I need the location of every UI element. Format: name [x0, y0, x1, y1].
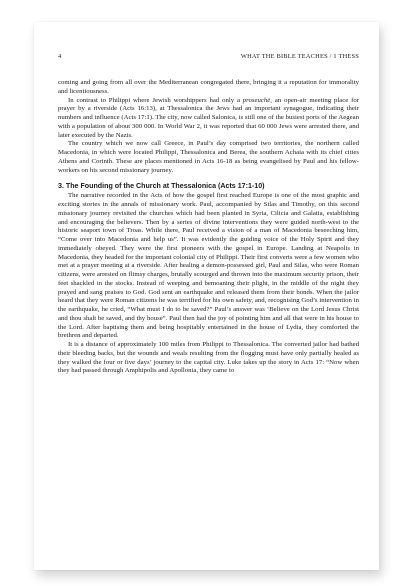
running-head: [58, 53, 359, 63]
page-number: 4: [58, 53, 62, 60]
paragraph-continued: coming and going from all over the Mediterranean congregated there, bringing it a reputation for immorality and licentiousness.: [58, 79, 359, 95]
paragraph-greece-territories: The country which we now call Greece, in Paul’s day comprised two territories, the northern called Macedonia, in which were located Philippi, Thessalonica and Berea, the southern Achaia with its chief cities Athens and Corinth. These are places mentioned in Acts 16-18 as being evangelised by Paul and his fellow-workers on his second missionary journey.: [58, 140, 359, 174]
section-heading: 3. The Founding of the Church at Thessalonica (Acts 17:1-10): [58, 182, 265, 191]
paragraph-journey-thessalonica: It is a distance of approximately 100 miles from Philippi to Thessalonica. The converted jailor had bathed their bleeding backs, but the wounds and weals resulting from the flogging must have only partially healed as they walked the four or five days’ journey to the capital city. Luke takes up the story in Acts 17: “Now when they had passed through Amphipolis and Apollonia, they came to: [58, 341, 359, 375]
paragraph-text: , an open-air meeting place for prayer by a riverside (Acts 16:13), at Thessalonica the Jews had an important synagogue, indicating their numbers and influence (Acts 17:1). The city, now called Salonica, is still one of the busiest ports of the Aegean with a population of about 300 000. In World War 2, it was reported that 60 000 Jews were arrested there, and later executed by the Nazis.: [58, 96, 359, 139]
paragraph-thessalonica-synagogue: [58, 97, 359, 141]
paragraph-text: In contrast to Philippi where Jewish worshippers had only a: [68, 96, 243, 104]
body-text: [58, 79, 359, 376]
italic-term: proseuchē: [242, 96, 271, 104]
book-title: WHAT THE BIBLE TEACHES / 1 THESS: [240, 53, 359, 60]
paragraph-gospel-europe: The narrative recorded in the Acts of how the gospel first reached Europe is one of the most graphic and exciting stories in the annals of missionary work. Paul, accompanied by Silas and Timothy, on this second missionary journey revisited the churches which had been planted in Syria, Cilicia and Galatia, establishing and encouraging the believers. Then by a series of divine interventions they were guided north-west to the historic seaport town of Troas. While there, Paul received a vision of a man of Macedonia beseeching him, “Come over into Macedonia and help us”. It was evidently the guiding voice of the Holy Spirit and they immediately obeyed. They were the first pioneers with the gospel in Europe. Landing at Neapolis in Macedonia, they headed for the important colonial city of Philippi. Their first converts were a few women who met at a prayer meeting at a riverside. After healing a demon-possessed girl, Paul and Silas, who were Roman citizens, were arrested on flimsy charges, brutally scourged and thrown into the maximum security prison, their feet shackled in the stocks. Instead of weeping and bemoaning their plight, in the middle of the night they prayed and sang praises to God. God sent an earthquake and released them from their bonds. When the jailor heard that they were Roman citizens he was terrified for his own safety, and, recognising God’s intervention in the earthquake, he cried, “What must I do to be saved?” Paul’s answer was ‘Believe on the Lord Jesus Christ and thou shalt be saved, and thy house”. Paul then had the joy of pointing him and all that were in his house to the Lord. After baptising them and being hospitably entertained in the house of Lydia, they comforted the brethren and departed.: [58, 192, 359, 340]
book-page: [34, 22, 379, 570]
